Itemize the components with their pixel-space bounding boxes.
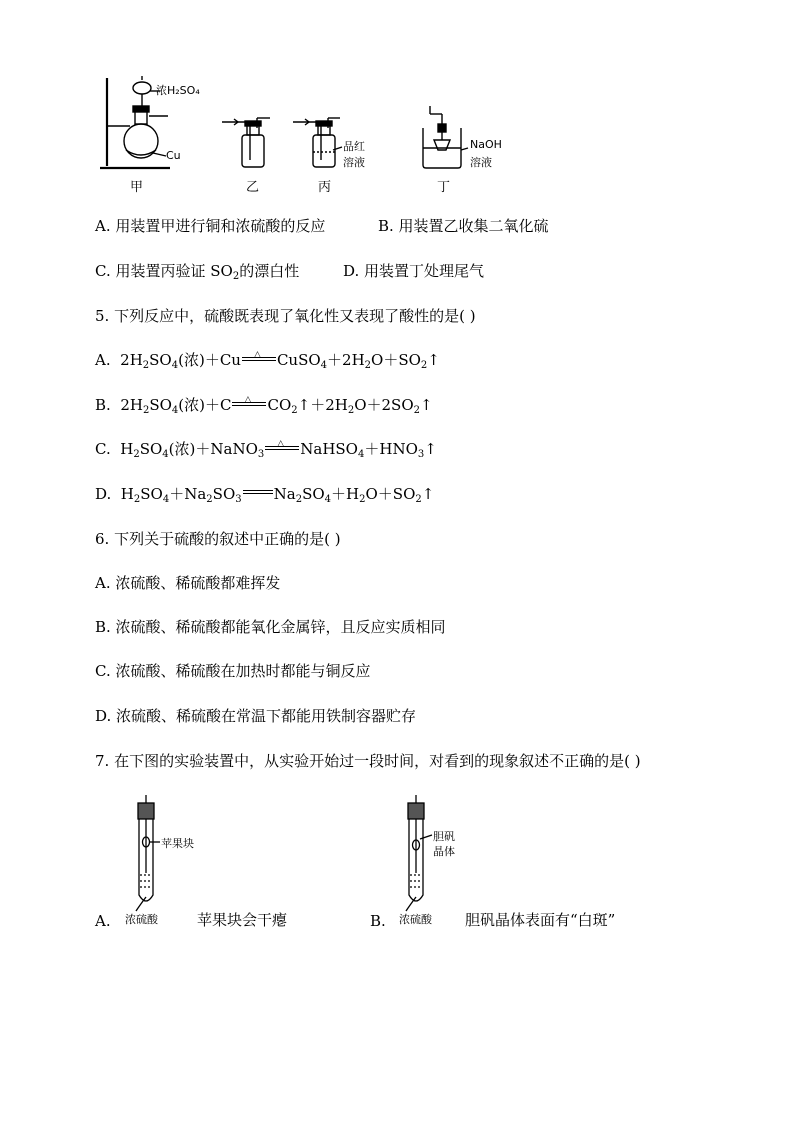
q5-a-label: A.	[95, 351, 111, 369]
q7-stem: 7. 在下图的实验装置中，从实验开始过一段时间，对看到的现象叙述不正确的是( )	[95, 752, 641, 770]
naoh-label-1: NaOH	[470, 138, 502, 151]
q7-option-b-text: 胆矾晶体表面有“白斑”	[465, 911, 616, 929]
bluevitriol-label-2: 晶体	[433, 845, 455, 858]
apple-label: 苹果块	[161, 837, 194, 850]
test-tube-figures	[0, 795, 793, 935]
q4-option-c-pre: C. 用装置丙验证 SO	[95, 262, 233, 280]
q4-option-c-post: 的漂白性	[239, 262, 300, 280]
dye-label-1: 品红	[343, 140, 365, 153]
q7-option-b-letter: B.	[370, 912, 386, 930]
q6-option-c: C. 浓硫酸、稀硫酸在加热时都能与铜反应	[95, 662, 371, 680]
label-ding: 丁	[437, 180, 451, 195]
q4-option-c-sub: 2	[232, 271, 240, 282]
q6-option-d: D. 浓硫酸、稀硫酸在常温下都能用铁制容器贮存	[95, 707, 417, 725]
metal-label: Cu	[166, 149, 181, 162]
acid-label-1: 浓硫酸	[125, 913, 158, 926]
acid-label-2: 浓硫酸	[399, 913, 432, 926]
bluevitriol-label-1: 胆矾	[433, 830, 455, 843]
q7-option-a-text: 苹果块会干瘪	[197, 911, 288, 929]
q4-option-b: B. 用装置乙收集二氧化硫	[378, 217, 549, 235]
label-jia: 甲	[130, 180, 144, 195]
naoh-label-2: 溶液	[470, 156, 492, 169]
heat-triangle: △	[253, 350, 261, 360]
q5-option-c: C. $H_2SO_4$(浓)＋NaNO$_3$ △ $NaHSO_4+HNO_3↑$	[95, 439, 437, 465]
q7-option-a-letter: A.	[95, 912, 111, 930]
q6-stem: 6. 下列关于硫酸的叙述中正确的是( )	[95, 530, 341, 548]
heat-triangle: △	[244, 395, 252, 405]
apparatus-figure	[0, 0, 793, 200]
reagent-label: 浓H₂SO₄	[156, 84, 200, 97]
q5-c-label: C.	[95, 440, 111, 458]
q4-option-c	[95, 261, 299, 287]
dye-label-2: 溶液	[343, 156, 365, 169]
q4-option-d: D. 用装置丁处理尾气	[343, 262, 485, 280]
heat-triangle: △	[277, 439, 285, 449]
q5-option-d: D. $H_2SO_4+Na_2SO_3$ $Na_2SO_4+H_2O+SO_2↑$	[95, 485, 435, 505]
q5-option-a: A. $2H_2SO_4$(浓)＋Cu △ $CuSO_4+2H_2O+SO_2↑$	[95, 350, 440, 376]
q5-d-label: D.	[95, 485, 112, 503]
q4-option-a: A. 用装置甲进行铜和浓硫酸的反应	[95, 217, 326, 235]
q6-option-b: B. 浓硫酸、稀硫酸都能氧化金属锌，且反应实质相同	[95, 618, 446, 636]
label-bing: 丙	[318, 180, 332, 195]
q5-stem: 5. 下列反应中，硫酸既表现了氧化性又表现了酸性的是( )	[95, 307, 476, 325]
q6-option-a: A. 浓硫酸、稀硫酸都难挥发	[95, 574, 281, 592]
q5-option-b: B. $2H_2SO_4$(浓)＋C △ $CO_2↑+2H_2O+2SO_2↑$	[95, 395, 433, 421]
label-yi: 乙	[246, 180, 260, 195]
q5-b-label: B.	[95, 396, 111, 414]
